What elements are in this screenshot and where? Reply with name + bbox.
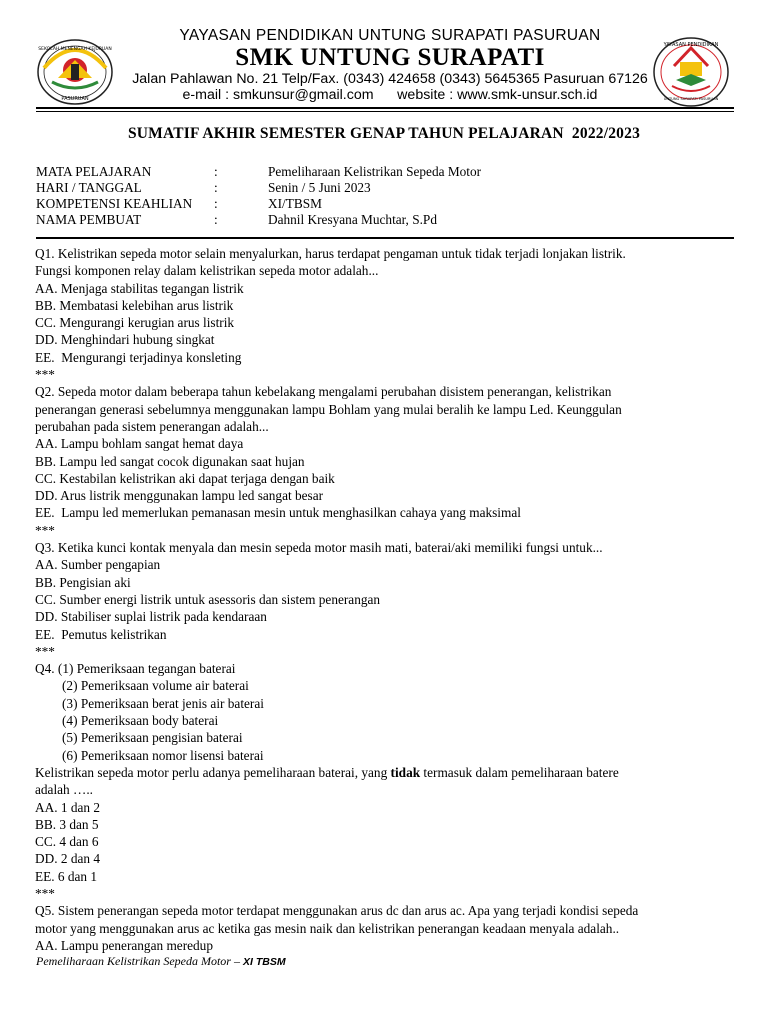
answer-option: CC. Sumber energi listrik untuk asessoris dan sistem penerangan: [35, 591, 381, 607]
answer-option: DD. Arus listrik menggunakan lampu led sangat besar: [35, 488, 324, 504]
meta-row: [36, 196, 736, 212]
answer-option: CC. 4 dan 6: [35, 834, 99, 850]
logo-right-bottom-text: UNTUNG SURAPATI PASURUAN: [663, 97, 719, 101]
header-rule-thin: [36, 111, 734, 112]
meta-label: MATA PELAJARAN: [36, 164, 152, 179]
meta-colon: :: [214, 196, 218, 211]
question-separator: ***: [35, 367, 55, 383]
meta-colon: :: [214, 164, 218, 179]
question-stem: penerangan generasi sebelumnya menggunakan lampu Bohlam yang mulai beralih ke lampu Led. Keunggulan: [35, 401, 622, 417]
meta-label: HARI / TANGGAL: [36, 180, 142, 195]
question-separator: ***: [35, 885, 55, 901]
footer-text: Pemeliharaan Kelistrikan Sepeda Motor –: [36, 954, 243, 968]
footer-class: XI TBSM: [242, 956, 286, 968]
answer-option: BB. 3 dan 5: [35, 816, 99, 832]
foundation-name: YAYASAN PENDIDIKAN UNTUNG SURAPATI PASURUAN: [179, 27, 601, 44]
answer-option: DD. Stabiliser suplai listrik pada kendaraan: [35, 609, 267, 625]
question-stem: perubahan pada sistem penerangan adalah...: [35, 418, 269, 434]
meta-label: KOMPETENSI KEAHLIAN: [36, 196, 193, 211]
meta-colon: :: [214, 180, 218, 195]
meta-colon: :: [214, 212, 218, 227]
contact-text: e-mail : smkunsur@gmail.com website : www.smk-unsur.sch.id: [182, 87, 598, 103]
answer-option: CC. Mengurangi kerugian arus listrik: [35, 315, 235, 331]
exam-title: SUMATIF AKHIR SEMESTER GENAP TAHUN PELAJARAN 2022/2023: [127, 125, 641, 142]
meta-value: Pemeliharaan Kelistrikan Sepeda Motor: [268, 164, 482, 179]
smk-logo-left: [36, 38, 114, 106]
emphasis-text: tidak: [390, 764, 421, 780]
answer-option: DD. Menghindari hubung singkat: [35, 332, 215, 348]
meta-rule: [36, 237, 734, 239]
meta-row: [36, 180, 736, 196]
question-stem: motor yang menggunakan arus ac ketika gas mesin naik dan kelistrikan penerangan keadaan menyala adalah..: [35, 920, 620, 936]
answer-option: AA. Lampu penerangan meredup: [35, 937, 213, 953]
meta-value: Dahnil Kresyana Muchtar, S.Pd: [268, 212, 437, 227]
answer-option: EE. Mengurangi terjadinya konsleting: [35, 349, 242, 365]
question-stem: Q5. Sistem penerangan sepeda motor terdapat menggunakan arus dc dan arus ac. Apa yang terjadi kondisi sepeda: [35, 903, 639, 919]
school-contact: [130, 87, 650, 103]
meta-value: Senin / 5 Juni 2023: [268, 180, 371, 195]
question-stem: Q4. (1) Pemeriksaan tegangan baterai: [35, 661, 236, 677]
answer-option: CC. Kestabilan kelistrikan aki dapat terjaga dengan baik: [35, 470, 335, 486]
exam-meta: [36, 164, 736, 228]
statement-item: (2) Pemeriksaan volume air baterai: [62, 678, 249, 694]
question-stem: [35, 764, 735, 781]
answer-option: EE. 6 dan 1: [35, 868, 98, 884]
statement-item: (5) Pemeriksaan pengisian baterai: [62, 730, 243, 746]
logo-left-top-text: SEKOLAH MENENGAH KEJURUAN: [38, 47, 112, 52]
answer-option: EE. Lampu led memerlukan pemanasan mesin untuk menghasilkan cahaya yang maksimal: [35, 505, 521, 521]
logo-right-top-text: YAYASAN PENDIDIKAN: [663, 42, 719, 48]
answer-option: EE. Pemutus kelistrikan: [35, 626, 167, 642]
meta-row: [36, 164, 736, 180]
school-address: Jalan Pahlawan No. 21 Telp/Fax. (0343) 424658 (0343) 5645365 Pasuruan 67126: [132, 71, 648, 87]
answer-option: AA. 1 dan 2: [35, 799, 100, 815]
question-stem: Q1. Kelistrikan sepeda motor selain menyalurkan, harus terdapat pengaman untuk tidak terjadi lonjakan listrik.: [35, 246, 626, 261]
statement-item: (4) Pemeriksaan body baterai: [62, 713, 219, 729]
answer-option: BB. Lampu led sangat cocok digunakan saat hujan: [35, 453, 305, 469]
page-footer: [36, 954, 286, 969]
meta-value: XI/TBSM: [268, 196, 322, 211]
school-name: SMK UNTUNG SURAPATI: [235, 44, 545, 71]
answer-option: AA. Sumber pengapian: [35, 557, 161, 573]
foundation-logo-right: [652, 36, 730, 108]
question-stem: Q2. Sepeda motor dalam beberapa tahun kebelakang mengalami perubahan disistem penerangan, kelistrikan: [35, 384, 612, 400]
question-body: [35, 245, 735, 954]
stem-text: Kelistrikan sepeda motor perlu adanya pemeliharaan baterai, yang: [35, 764, 391, 780]
header-rule-thick: [36, 107, 734, 109]
answer-option: AA. Lampu bohlam sangat hemat daya: [35, 436, 244, 452]
statement-item: (6) Pemeriksaan nomor lisensi baterai: [62, 747, 264, 763]
question-separator: ***: [35, 522, 55, 538]
answer-option: BB. Membatasi kelebihan arus listrik: [35, 297, 234, 313]
meta-row: [36, 212, 736, 228]
meta-label: NAMA PEMBUAT: [36, 212, 142, 227]
question-stem: Fungsi komponen relay dalam kelistrikan sepeda motor adalah...: [35, 263, 379, 279]
answer-option: BB. Pengisian aki: [35, 574, 131, 590]
question-stem: Q3. Ketika kunci kontak menyala dan mesin sepeda motor masih mati, baterai/aki memiliki fungsi untuk...: [35, 540, 603, 556]
stem-text: termasuk dalam pemeliharaan batere: [420, 764, 619, 780]
answer-option: DD. 2 dan 4: [35, 851, 100, 867]
statement-item: (3) Pemeriksaan berat jenis air baterai: [62, 695, 264, 711]
question-separator: ***: [35, 643, 55, 659]
answer-option: AA. Menjaga stabilitas tegangan listrik: [35, 280, 244, 296]
question-stem: adalah …..: [35, 782, 93, 798]
logo-left-bottom-text: PASURUAN: [61, 96, 89, 102]
